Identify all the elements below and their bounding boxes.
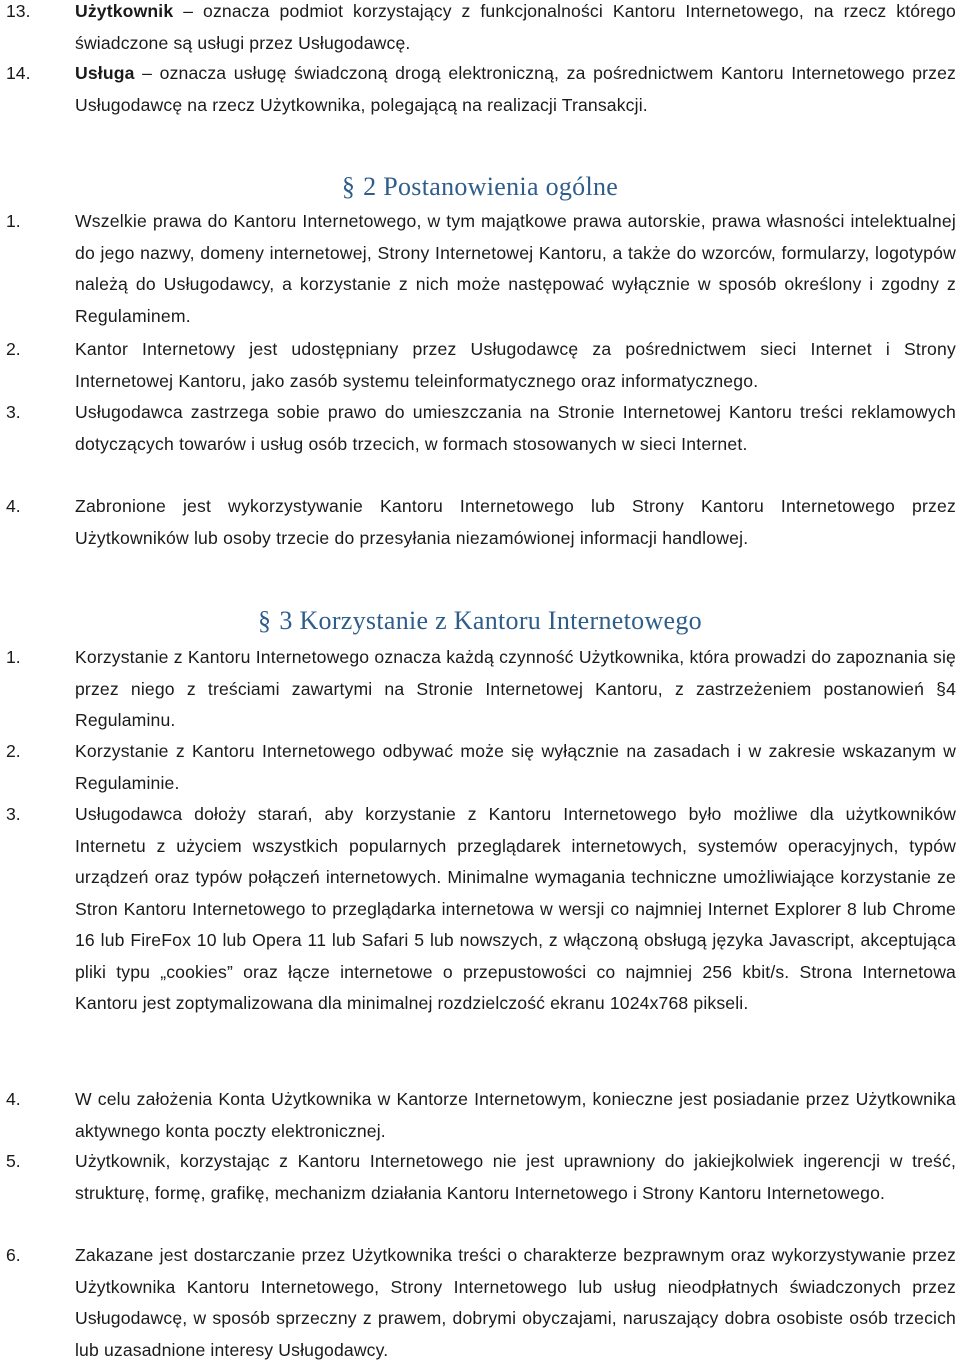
definition-item (0, 58, 956, 121)
section-symbol: § (258, 606, 272, 635)
item-text: Kantor Internetowy jest udostępniany przez Usługodawcę za pośrednictwem sieci Internet i Strony Internetowej Kantoru, jako zasób systemu teleinformatycznego oraz informatycznego. (75, 339, 956, 391)
item-number: 6. (6, 1245, 21, 1265)
item-text: Korzystanie z Kantoru Internetowego oznacza każdą czynność Użytkownika, która prowadzi do zapoznania się przez niego z treściami zawartymi na Stronie Internetowej Kantoru, z zastrzeżeniem postanowień §4 Regulaminu. (75, 647, 956, 730)
defined-term: Usługa (75, 63, 135, 83)
item-text: Zabronione jest wykorzystywanie Kantoru Internetowego lub Strony Kantoru Internetowego przez Użytkowników lub osoby trzecie do przesyłania niezamówionej informacji handlowej. (75, 496, 956, 548)
section-item (0, 397, 956, 460)
section-item (0, 1146, 956, 1209)
item-number: 3. (6, 402, 21, 422)
item-text: Wszelkie prawa do Kantoru Internetowego, w tym majątkowe prawa autorskie, prawa własności intelektualnej do jego nazwy, domeny internetowej, Strony Internetowej Kantoru, a także do wzorców, formularzy, logotypów należą do Usługodawcy, a korzystanie z nich może następować wyłącznie w sposób określony i zgodny z Regulaminem. (75, 211, 956, 326)
definition-body: – oznacza usługę świadczoną drogą elektroniczną, za pośrednictwem Kantoru Internetowego przez Usługodawcę na rzecz Użytkownika, polegającą na realizacji Transakcji. (75, 63, 956, 115)
item-number: 1. (6, 647, 21, 667)
section-item (0, 642, 956, 737)
item-text: Zakazane jest dostarczanie przez Użytkownika treści o charakterze bezprawnym oraz wykorzystywanie przez Użytkownika Kantoru Internetowego, Strony Internetowego lub usług nieodpłatnych świadczonych przez Usługodawcę, w sposób sprzeczny z prawem, dobrymi obyczajami, naruszający dobra osobiste osób trzecich lub uzasadnione interesy Usługodawcy. (75, 1245, 956, 1360)
section-item (0, 206, 956, 332)
item-text: Usługodawca dołoży starań, aby korzystanie z Kantoru Internetowego było możliwe dla użytkowników Internetu z użyciem wszystkich popularnych przeglądarek internetowych, systemów operacyjnych, typów urządzeń oraz typów połączeń internetowych. Minimalne wymagania techniczne umożliwiające korzystanie ze Stron Kantoru Internetowego to przeglądarka internetowa w wersji co najmniej Internet Explorer 8 lub Chrome 16 lub FireFox 10 lub Opera 11 lub Safari 5 lub nowszych, z włączoną obsługą języka Javascript, akceptująca pliki typu „cookies” oraz łącze internetowe o przepustowości co najmniej 256 kbit/s. Strona Internetowa Kantoru jest zoptymalizowana dla minimalnej rozdzielczość ekranu 1024x768 pikseli. (75, 804, 956, 1013)
section-item (0, 491, 956, 554)
item-text: Użytkownik, korzystając z Kantoru Internetowego nie jest uprawniony do jakiejkolwiek ingerencji w treść, strukturę, formę, grafikę, mechanizm działania Kantoru Internetowego i Strony Kantoru Internetowego. (75, 1151, 956, 1203)
definition-text (75, 58, 956, 121)
item-text: Usługodawca zastrzega sobie prawo do umieszczania na Stronie Internetowej Kantoru treści reklamowych dotyczących towarów i usług osób trzecich, w formach stosowanych w sieci Internet. (75, 402, 956, 454)
definition-item (0, 0, 956, 59)
section-title: 2 Postanowienia ogólne (363, 172, 619, 201)
item-text: Korzystanie z Kantoru Internetowego odbywać może się wyłącznie na zasadach i w zakresie wskazanym w Regulaminie. (75, 741, 956, 793)
section-item (0, 334, 956, 397)
definition-text (75, 0, 956, 59)
section-heading (0, 604, 960, 638)
item-number: 2. (6, 741, 21, 761)
section-item (0, 1240, 956, 1366)
section-item (0, 1084, 956, 1147)
item-text: W celu założenia Konta Użytkownika w Kantorze Internetowym, konieczne jest posiadanie przez Użytkownika aktywnego konta poczty elektronicznej. (75, 1089, 956, 1141)
section-item (0, 799, 956, 1020)
item-number: 1. (6, 211, 21, 231)
definition-body: – oznacza podmiot korzystający z funkcjonalności Kantoru Internetowego, na rzecz którego świadczone są usługi przez Usługodawcę. (75, 1, 956, 53)
section-heading (0, 170, 960, 204)
item-number: 2. (6, 339, 21, 359)
defined-term: Użytkownik (75, 1, 174, 21)
item-number: 14. (6, 63, 31, 83)
section-title: 3 Korzystanie z Kantoru Internetowego (279, 606, 702, 635)
section-item (0, 736, 956, 799)
section-symbol: § (341, 172, 356, 201)
item-number: 5. (6, 1151, 21, 1171)
item-number: 3. (6, 804, 21, 824)
item-number: 4. (6, 496, 21, 516)
item-number: 13. (6, 1, 31, 21)
item-number: 4. (6, 1089, 21, 1109)
